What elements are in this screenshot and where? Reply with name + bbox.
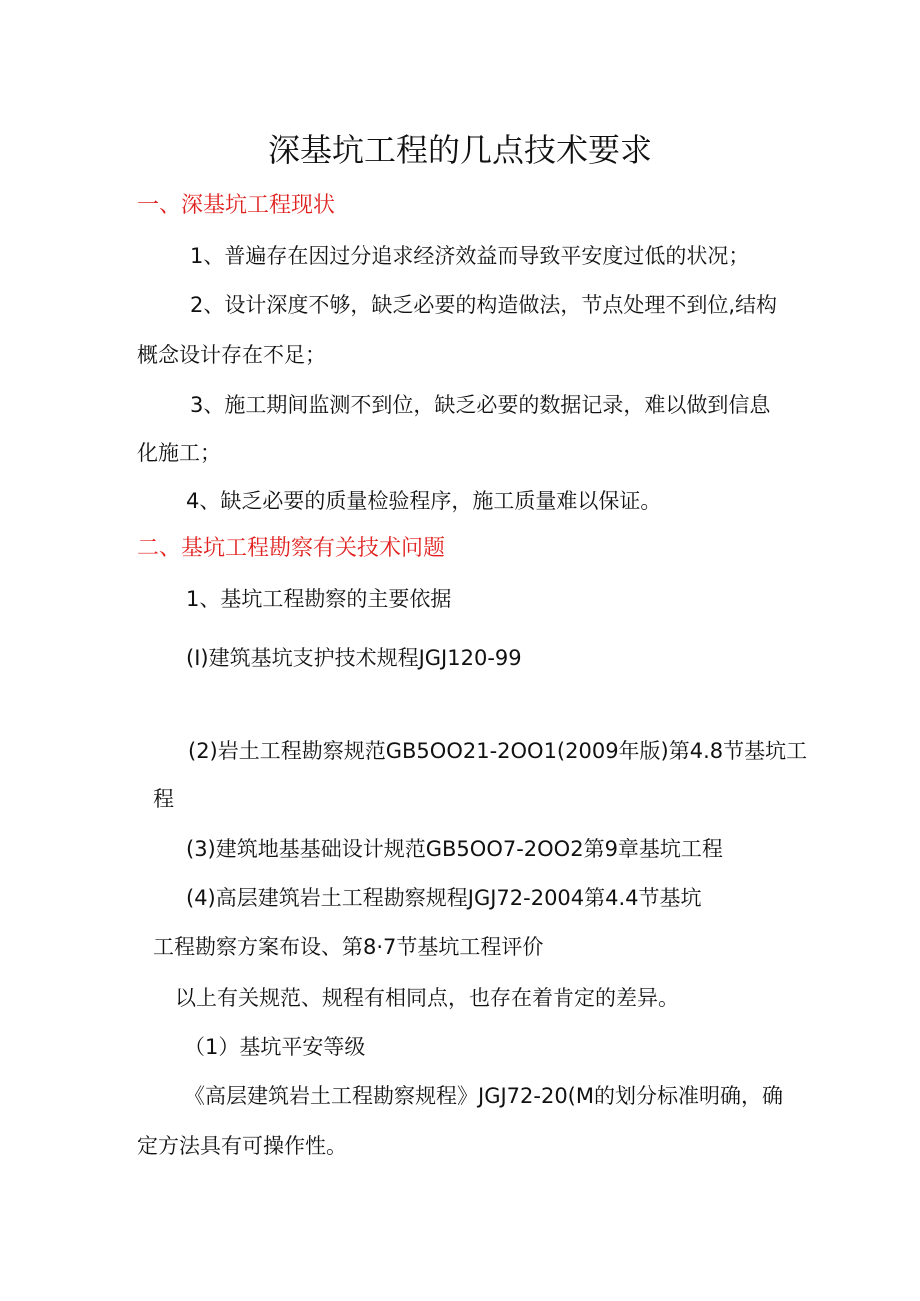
- reference-line: (I)建筑基坑支护技术规程JGJ120-99: [186, 646, 522, 670]
- reference-line: (4)高层建筑岩土工程勘察规程JGJ72-2004第4.4节基坑: [186, 886, 702, 910]
- paragraph-line: （1）基坑平安等级: [184, 1035, 366, 1059]
- paragraph-line: 4、缺乏必要的质量检验程序，施工质量难以保证。: [186, 489, 662, 513]
- section-heading-1: 一、深基坑工程现状: [137, 193, 336, 218]
- paragraph-line: 3、施工期间监测不到位，缺乏必要的数据记录，难以做到信息: [190, 393, 771, 417]
- paragraph-line: 以上有关规范、规程有相同点，也存在着肯定的差异。: [175, 986, 679, 1010]
- paragraph-line: 2、设计深度不够，缺乏必要的构造做法，节点处理不到位,结构: [190, 293, 778, 317]
- reference-line: 程: [153, 787, 174, 811]
- paragraph-line: 1、基坑工程勘察的主要依据: [186, 587, 452, 611]
- reference-line: (2)岩土工程勘察规范GB5OO21-2OO1(2009年版)第4.8节基坑工: [188, 739, 808, 763]
- paragraph-line: 化施工；: [137, 441, 221, 465]
- paragraph-line: 1、普遍存在因过分追求经济效益而导致平安度过低的状况；: [190, 244, 750, 268]
- paragraph-line: 《高层建筑岩土工程勘察规程》JGJ72-20(M的划分标准明确，确: [184, 1084, 783, 1108]
- reference-line: 工程勘察方案布设、第8·7节基坑工程评价: [153, 935, 544, 959]
- page-title: 深基坑工程的几点技术要求: [267, 131, 652, 169]
- reference-line: (3)建筑地基基础设计规范GB5OO7-2OO2第9章基坑工程: [186, 837, 723, 861]
- paragraph-line: 定方法具有可操作性。: [137, 1134, 347, 1158]
- section-heading-2: 二、基坑工程勘察有关技术问题: [137, 536, 446, 561]
- paragraph-line: 概念设计存在不足；: [137, 343, 326, 367]
